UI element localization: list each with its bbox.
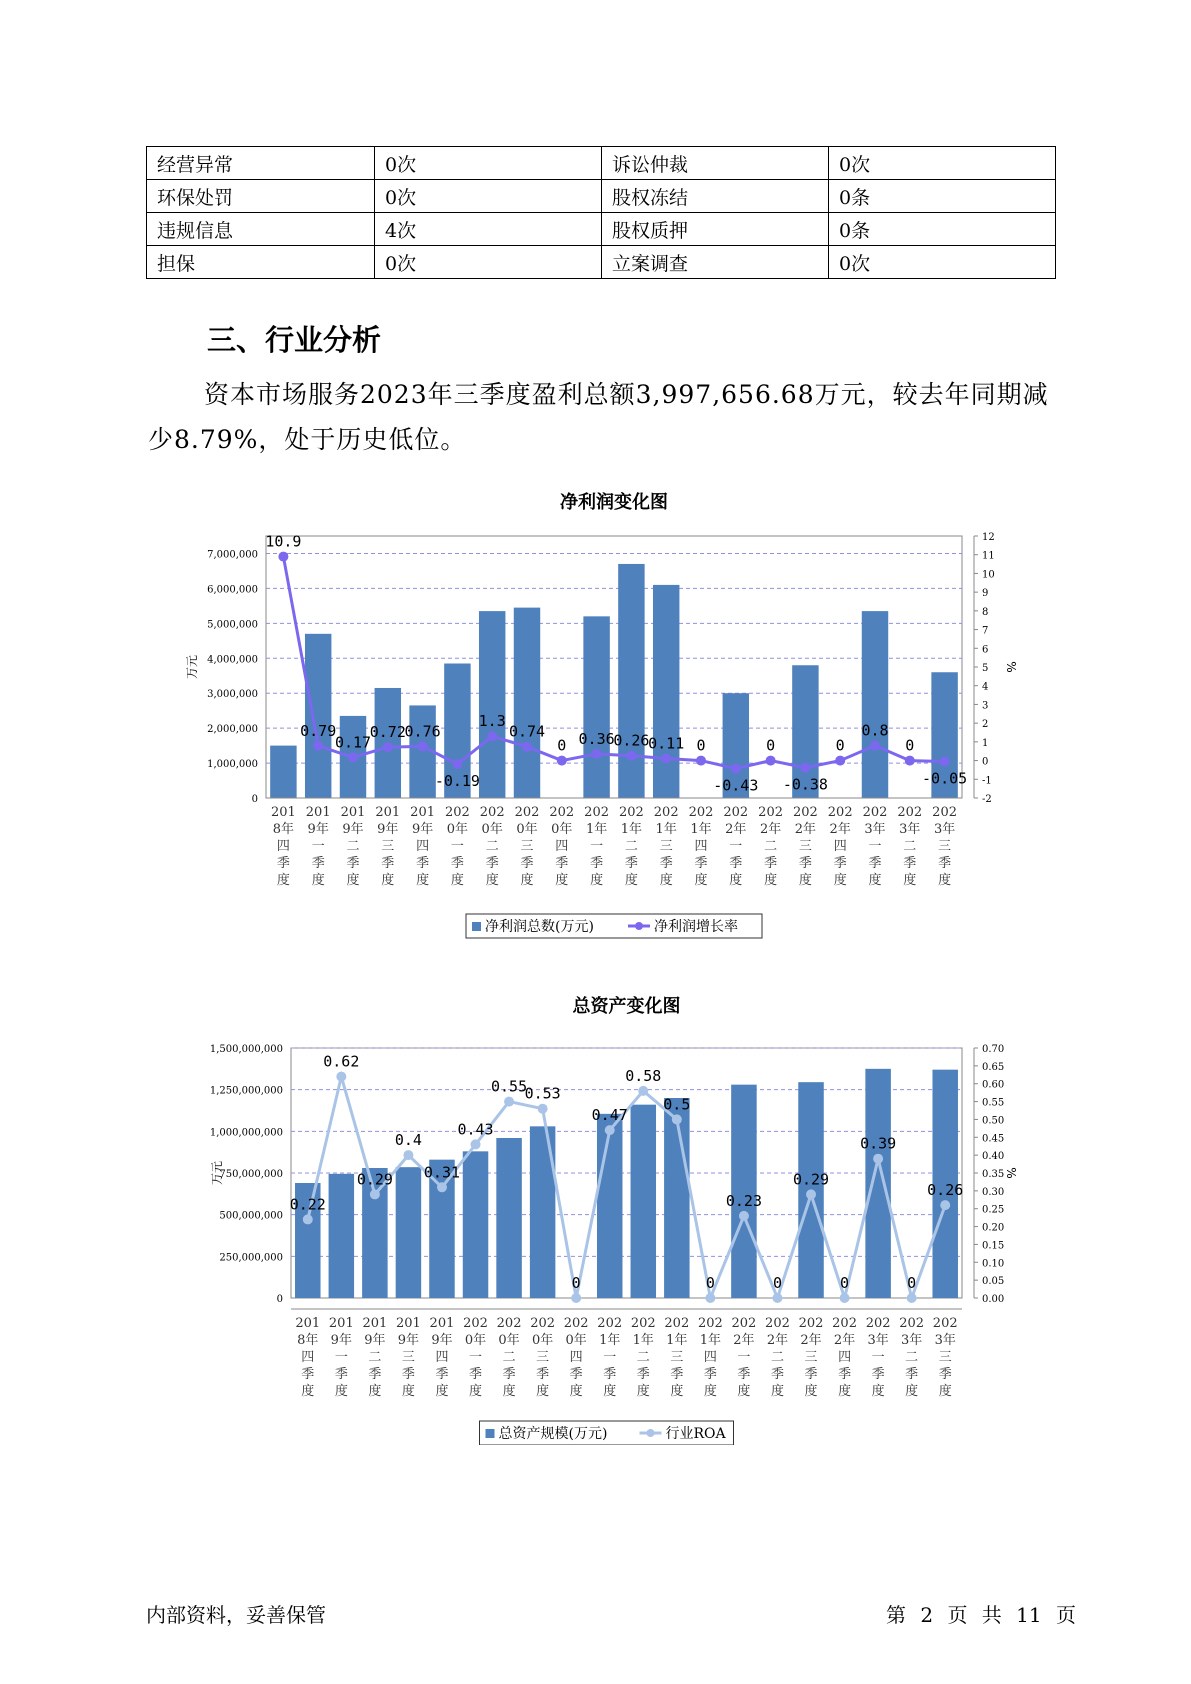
risk-item-label: 经营异常: [147, 147, 375, 180]
bar: [396, 1167, 421, 1298]
x-tick-label: 202 2年一季度: [731, 1316, 757, 1399]
data-label: 0.62: [323, 1052, 360, 1071]
line-point: [800, 763, 810, 773]
y2-tick-label: -1: [982, 775, 992, 787]
line-point: [313, 741, 323, 751]
y2-tick-label: 6: [982, 644, 989, 656]
table-row: [147, 147, 1056, 180]
line-point: [605, 1125, 615, 1135]
line-point: [571, 1293, 581, 1303]
legend-bar-swatch: [472, 922, 481, 931]
line-point: [905, 756, 915, 766]
x-tick-label: 202 1年三季度: [653, 805, 679, 888]
legend-item-bars: 总资产规模(万元): [498, 1426, 608, 1442]
table-row: [147, 213, 1056, 246]
line-point: [418, 741, 428, 751]
line-point: [835, 756, 845, 766]
line-point: [870, 741, 880, 751]
chart-legend: [466, 914, 762, 938]
data-label: 0: [905, 736, 915, 755]
y2-tick-label: 11: [982, 550, 995, 562]
y2-tick-label: 10: [982, 569, 995, 581]
x-tick-label: 202 2年一季度: [723, 805, 749, 888]
risk-item-label: 股权冻结: [601, 180, 828, 213]
line-point: [348, 752, 358, 762]
risk-item-value: 0次: [374, 180, 601, 213]
data-label: 0: [766, 736, 776, 755]
data-label: 0.47: [591, 1106, 628, 1125]
line-point: [873, 1154, 883, 1164]
data-label: 0.5: [663, 1095, 691, 1114]
line-point: [840, 1293, 850, 1303]
legend-bar-swatch: [486, 1429, 495, 1438]
data-label: 0.29: [356, 1170, 393, 1189]
x-tick-label: 202 2年三季度: [798, 1316, 824, 1399]
data-label: 0.23: [725, 1191, 762, 1210]
data-label: -0.05: [922, 769, 968, 788]
risk-item-label: 违规信息: [147, 213, 375, 246]
data-label: 0.17: [334, 733, 372, 752]
line-point: [538, 1104, 548, 1114]
chart-title: 净利润变化图: [560, 492, 668, 513]
x-tick-label: 202 2年三季度: [792, 805, 818, 888]
data-label: 0.22: [289, 1195, 326, 1214]
risk-item-value: 0条: [828, 213, 1055, 246]
line-point: [487, 731, 497, 741]
bar: [862, 611, 888, 798]
line-point: [437, 1182, 447, 1192]
footer-page-number: 第 2 页 共 11 页: [886, 1603, 1076, 1627]
bar: [664, 1098, 689, 1298]
analysis-paragraph: 资本市场服务2023年三季度盈利总额3,997,656.68万元，较去年同期减少8.79%，处于历史低位。: [148, 380, 1049, 454]
risk-item-value: 0次: [828, 246, 1055, 279]
line-point: [504, 1097, 514, 1107]
data-label: 0.36: [578, 729, 615, 748]
line-point: [626, 751, 636, 761]
x-tick-label: 202 3年三季度: [932, 805, 958, 888]
risk-summary-table: [146, 146, 1056, 279]
y-axis-title: 万元: [185, 654, 199, 680]
x-tick-label: 202 0年三季度: [530, 1316, 556, 1399]
y-tick-label: 0: [251, 794, 258, 805]
data-label: 0.29: [792, 1170, 830, 1189]
data-label: 0.31: [423, 1163, 461, 1182]
bar: [631, 1105, 656, 1298]
y-tick-label: 750,000,000: [219, 1169, 283, 1180]
y-tick-label: 4,000,000: [207, 654, 258, 666]
data-label: 0.43: [457, 1120, 494, 1139]
line-point: [705, 1293, 715, 1303]
x-tick-label: 201 9年二季度: [362, 1316, 388, 1399]
data-label: 0: [705, 1274, 715, 1292]
x-tick-label: 202 2年四季度: [832, 1316, 857, 1399]
x-tick-label: 202 1年一季度: [597, 1316, 623, 1399]
x-tick-label: 202 1年四季度: [697, 1316, 723, 1399]
x-tick-label: 202 0年三季度: [514, 805, 540, 888]
x-tick-label: 202 2年二季度: [765, 1316, 790, 1399]
line-point: [303, 1214, 313, 1224]
data-label: 0: [772, 1274, 782, 1292]
data-label: 0: [557, 736, 567, 755]
line-point: [731, 764, 741, 774]
x-tick-label: 202 1年三季度: [664, 1316, 690, 1399]
y2-tick-label: 0.60: [982, 1079, 1005, 1091]
y-tick-label: 0: [276, 1294, 283, 1305]
x-tick-label: 202 1年四季度: [688, 805, 714, 888]
line-point: [661, 754, 671, 764]
y2-tick-label: 5: [982, 663, 989, 674]
y2-tick-label: 1: [982, 737, 989, 749]
risk-item-value: 0条: [828, 180, 1055, 213]
y2-tick-label: 0.35: [982, 1169, 1005, 1180]
data-label: 0.79: [300, 721, 337, 740]
data-label: -0.38: [782, 775, 828, 794]
x-tick-label: 202 3年一季度: [865, 1316, 891, 1399]
y2-tick-label: 8: [982, 606, 989, 618]
x-tick-label: 201 9年二季度: [340, 805, 366, 888]
risk-item-value: 0次: [374, 147, 601, 180]
line-point: [383, 742, 393, 752]
bar: [514, 608, 540, 798]
table-row: [147, 180, 1056, 213]
bar: [479, 611, 505, 798]
line-point: [772, 1293, 782, 1303]
y-axis-title: 万元: [210, 1160, 224, 1186]
data-label: 1.3: [478, 712, 506, 731]
y2-tick-label: -2: [982, 794, 992, 805]
line-point: [471, 1139, 481, 1149]
y-tick-label: 500,000,000: [219, 1210, 283, 1222]
bar: [463, 1151, 488, 1298]
y2-tick-label: 7: [982, 625, 989, 637]
data-label: 10.9: [265, 532, 302, 551]
y2-tick-label: 0.00: [982, 1294, 1005, 1305]
y2-tick-label: 0.15: [982, 1240, 1005, 1252]
line-point: [278, 552, 288, 562]
line-point: [336, 1072, 346, 1082]
bar: [270, 746, 296, 798]
y-tick-label: 6,000,000: [207, 584, 258, 596]
data-label: 0.72: [369, 723, 406, 742]
x-tick-label: 202 3年三季度: [932, 1316, 958, 1399]
data-label: 0: [840, 1274, 850, 1292]
bar: [653, 585, 679, 798]
data-label: 0.26: [613, 731, 650, 750]
y-tick-label: 5,000,000: [207, 619, 258, 631]
y-tick-label: 1,250,000,000: [209, 1085, 283, 1097]
risk-item-label: 诉讼仲裁: [601, 147, 828, 180]
x-tick-label: 202 1年一季度: [584, 805, 610, 888]
y2-tick-label: 0.45: [982, 1133, 1005, 1145]
x-tick-label: 202 3年二季度: [897, 805, 923, 888]
y2-tick-label: 0.50: [982, 1115, 1005, 1127]
total-assets-chart: [0, 985, 1191, 1445]
line-point: [672, 1114, 682, 1124]
data-label: 0.39: [860, 1134, 897, 1153]
x-tick-label: 202 2年四季度: [827, 805, 853, 888]
bar: [329, 1174, 354, 1298]
y2-tick-label: 0.30: [982, 1186, 1005, 1198]
y2-tick-label: 0.10: [982, 1258, 1005, 1270]
section-title: 三、行业分析: [207, 323, 382, 357]
x-tick-label: 201 9年三季度: [375, 805, 401, 888]
line-point: [403, 1150, 413, 1160]
y2-tick-label: 0.70: [982, 1044, 1005, 1055]
line-point: [696, 756, 706, 766]
data-label: 0.8: [861, 721, 889, 740]
line-point: [638, 1086, 648, 1096]
y2-axis-title: %: [1004, 1167, 1018, 1179]
data-label: 0.74: [508, 722, 546, 741]
risk-item-value: 0次: [374, 246, 601, 279]
x-tick-label: 201 9年三季度: [396, 1316, 421, 1399]
data-label: 0.53: [524, 1084, 561, 1103]
data-label: 0.76: [404, 722, 441, 741]
y-tick-label: 3,000,000: [207, 689, 258, 701]
data-label: 0: [696, 736, 706, 755]
bar: [583, 616, 609, 798]
y2-tick-label: 0.65: [982, 1061, 1005, 1073]
bar: [865, 1069, 890, 1298]
x-tick-label: 202 0年二季度: [496, 1316, 522, 1399]
x-tick-label: 202 0年一季度: [463, 1316, 488, 1399]
y2-tick-label: 0.05: [982, 1276, 1005, 1288]
chart-legend: [480, 1421, 734, 1445]
y2-tick-label: 3: [982, 700, 989, 712]
line-point: [522, 742, 532, 752]
data-label: 0.11: [648, 734, 685, 753]
x-tick-label: 202 2年二季度: [758, 805, 784, 888]
x-tick-label: 202 3年一季度: [862, 805, 888, 888]
net-profit-chart: [0, 480, 1191, 960]
legend-line-marker: [635, 922, 643, 930]
y2-axis-title: %: [1004, 661, 1018, 673]
risk-item-value: 4次: [374, 213, 601, 246]
chart-title: 总资产变化图: [572, 996, 681, 1017]
x-tick-label: 202 1年二季度: [618, 805, 644, 888]
line-point: [940, 757, 950, 767]
x-tick-label: 202 1年二季度: [630, 1316, 656, 1399]
line-point: [766, 756, 776, 766]
x-tick-label: 202 0年四季度: [563, 1316, 589, 1399]
line-point: [452, 759, 462, 769]
y2-tick-label: 4: [982, 681, 989, 693]
legend-item-line: 净利润增长率: [654, 919, 738, 935]
y-tick-label: 7,000,000: [207, 549, 258, 561]
y-tick-label: 250,000,000: [219, 1252, 283, 1264]
x-tick-label: 201 9年四季度: [429, 1316, 455, 1399]
x-tick-label: 201 8年四季度: [295, 1316, 321, 1399]
y2-tick-label: 0.25: [982, 1204, 1005, 1216]
risk-item-label: 环保处罚: [147, 180, 375, 213]
bar: [597, 1114, 622, 1298]
y2-tick-label: 12: [982, 532, 995, 543]
data-label: 0.4: [394, 1131, 422, 1150]
x-tick-label: 201 8年四季度: [270, 805, 296, 888]
line-point: [940, 1200, 950, 1210]
y2-tick-label: 0.55: [982, 1097, 1005, 1109]
x-tick-label: 202 0年一季度: [444, 805, 470, 888]
data-label: 0: [835, 736, 845, 755]
y2-tick-label: 0.20: [982, 1222, 1005, 1234]
bar: [496, 1138, 521, 1298]
x-tick-label: 202 0年四季度: [549, 805, 575, 888]
line-point: [557, 756, 567, 766]
x-tick-label: 202 3年二季度: [899, 1316, 925, 1399]
table-row: [147, 246, 1056, 279]
data-label: 0.26: [927, 1181, 964, 1200]
footer-confidential: 内部资料，妥善保管: [146, 1603, 326, 1627]
y2-tick-label: 9: [982, 588, 989, 600]
x-tick-label: 202 0年二季度: [479, 805, 505, 888]
line-point: [370, 1189, 380, 1199]
y-tick-label: 2,000,000: [207, 724, 258, 736]
line-point: [592, 749, 602, 759]
legend-line-marker: [647, 1429, 655, 1437]
y2-tick-label: 2: [982, 719, 989, 731]
data-label: -0.43: [713, 776, 759, 795]
risk-item-value: 0次: [828, 147, 1055, 180]
data-label: 0.58: [625, 1066, 662, 1085]
x-tick-label: 201 9年四季度: [410, 805, 436, 888]
plot-frame: [266, 536, 962, 798]
legend-item-bars: 净利润总数(万元): [485, 919, 594, 935]
legend-item-line: 行业ROA: [665, 1426, 726, 1442]
risk-item-label: 股权质押: [601, 213, 828, 246]
line-point: [907, 1293, 917, 1303]
line-point: [806, 1189, 816, 1199]
data-label: -0.19: [434, 772, 480, 791]
y-tick-label: 1,000,000,000: [209, 1127, 283, 1139]
y2-tick-label: 0: [982, 756, 989, 768]
y-tick-label: 1,500,000,000: [209, 1044, 283, 1055]
line-point: [739, 1211, 749, 1221]
data-label: 0: [907, 1274, 917, 1292]
x-tick-label: 201 9年一季度: [328, 1316, 354, 1399]
y-tick-label: 1,000,000: [207, 759, 258, 771]
data-label: 0.55: [491, 1077, 528, 1096]
data-label: 0: [571, 1274, 581, 1292]
x-tick-label: 201 9年一季度: [305, 805, 331, 888]
y2-tick-label: 0.40: [982, 1151, 1005, 1163]
risk-item-label: 立案调查: [601, 246, 828, 279]
bar: [618, 564, 644, 798]
risk-item-label: 担保: [147, 246, 375, 279]
bar: [305, 634, 331, 798]
